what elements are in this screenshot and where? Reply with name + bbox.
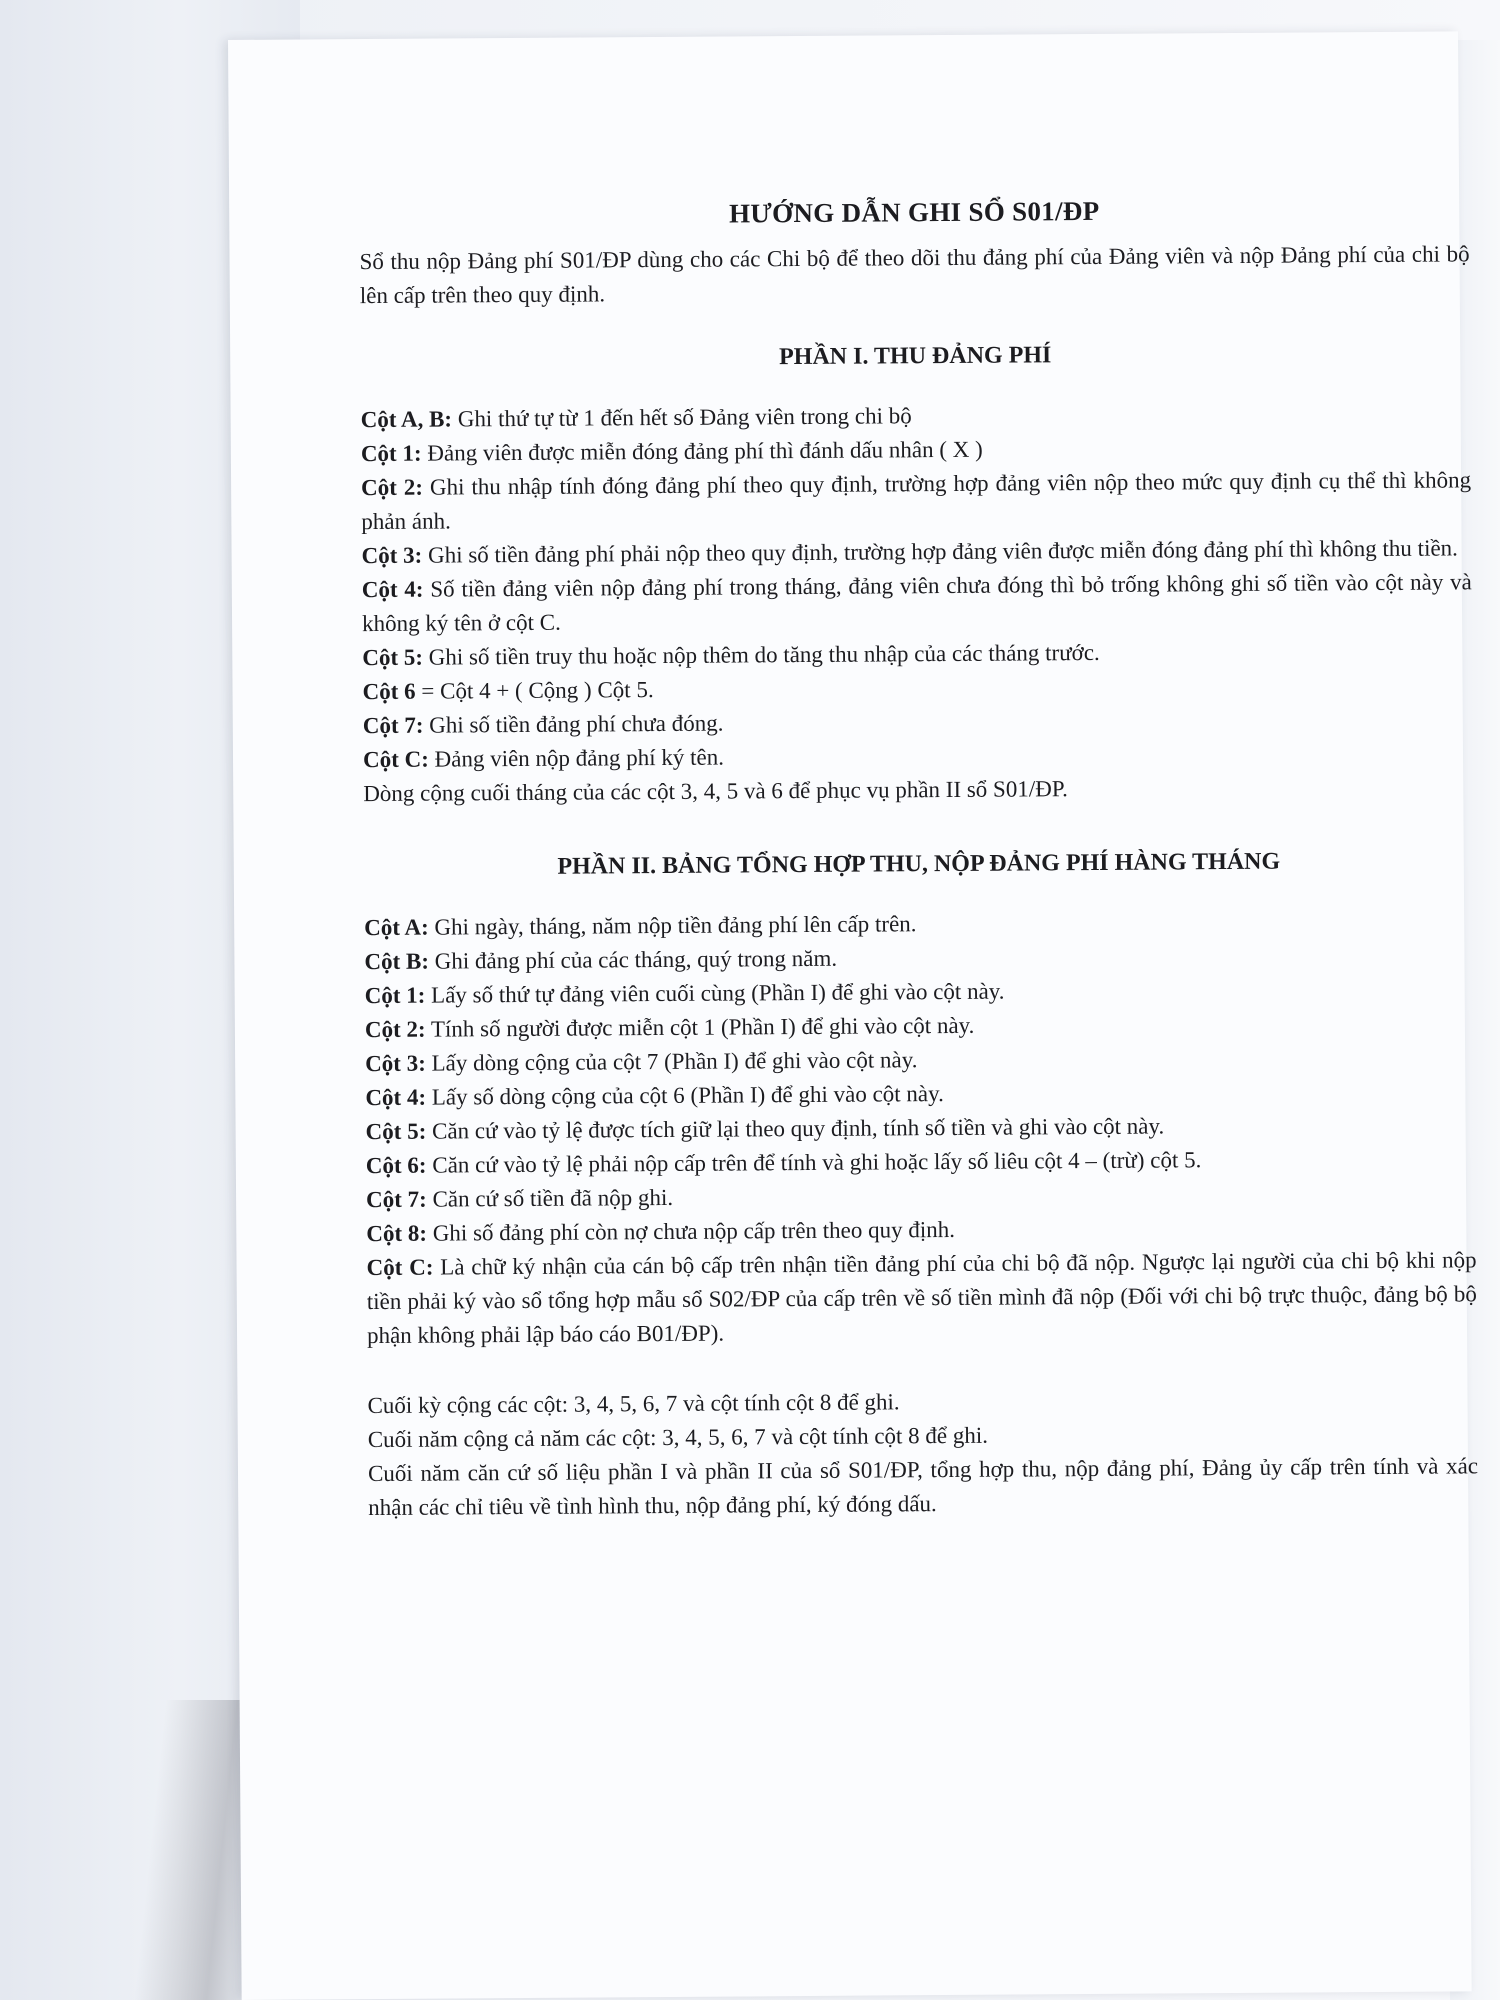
part1-item-text: Đảng viên nộp đảng phí ký tên. [428, 744, 725, 772]
document-page [228, 31, 1479, 2000]
part2-list [364, 903, 1477, 1353]
part1-item-text: Dòng cộng cuối tháng của các cột 3, 4, 5 và 6 để phục vụ phần II sổ S01/ĐP. [363, 776, 1068, 807]
part2-item-label: Cột B: [364, 948, 430, 975]
part2-item [366, 1243, 1477, 1353]
part2-item-label: Cột A: [364, 914, 429, 941]
part2-item-text: Ghi đảng phí của các tháng, quý trong năm. [428, 945, 838, 974]
part1-item-text: Ghi thu nhập tính đóng đảng phí theo quy định, trường hợp đảng viên nộp theo mức quy định cụ thể thì không phản ánh. [361, 467, 1472, 535]
part2-item-label: Cột 4: [365, 1084, 427, 1111]
part1-heading: PHẦN I. THU ĐẢNG PHÍ [779, 342, 1052, 371]
part2-item-label: Cột 8: [366, 1220, 428, 1247]
part2-item-label: Cột C: [366, 1254, 434, 1281]
part1-item-text: Số tiền đảng viên nộp đảng phí trong tháng, đảng viên chưa đóng thì bỏ trống không ghi số tiền vào cột này và không ký tên ở cột C. [361, 569, 1472, 637]
part1-item [361, 463, 1471, 539]
part2-heading: PHẦN II. BẢNG TỔNG HỢP THU, NỘP ĐẢNG PHÍ HÀNG THÁNG [557, 848, 1281, 880]
document-title: HƯỚNG DẪN GHI SỔ S01/ĐP [728, 195, 1100, 229]
part1-item-text: = Cột 4 + ( Cộng ) Cột 5. [415, 677, 654, 704]
part1-item-label: Cột C: [362, 746, 429, 773]
part1-item-label: Cột 1: [360, 440, 422, 467]
closing-notes [367, 1381, 1478, 1525]
part2-item-text: Tính số người được miễn cột 1 (Phần I) để ghi vào cột này. [425, 1012, 975, 1042]
part1-list [361, 395, 1474, 811]
part2-item-text: Căn cứ vào tỷ lệ được tích giữ lại theo quy định, tính số tiền và ghi vào cột này. [426, 1113, 1165, 1144]
part1-item-label: Cột 3: [361, 542, 423, 569]
part1-item-label: Cột 5: [362, 644, 424, 671]
closing-line: Cuối năm căn cứ số liệu phần I và phần II của sổ S01/ĐP, tổng hợp thu, nộp đảng phí, Đảng ủy cấp trên tính và xác nhận các chỉ tiêu về tình hình thu, nộp đảng phí, ký đóng dấu. [367, 1453, 1479, 1521]
document-content [359, 191, 1478, 1525]
part2-item-label: Cột 6: [365, 1152, 427, 1179]
closing-line: Cuối năm cộng cả năm các cột: 3, 4, 5, 6, 7 và cột tính cột 8 để ghi. [367, 1422, 989, 1453]
part2-item-label: Cột 7: [366, 1186, 427, 1213]
part1-item-label: Cột 6 [362, 678, 416, 705]
part1-item-label: Cột 7: [362, 712, 424, 739]
part2-item-text: Lấy số dòng cộng của cột 6 (Phần I) để ghi vào cột này. [425, 1081, 944, 1110]
part2-item-text: Căn cứ số tiền đã nộp ghi. [426, 1184, 674, 1212]
part2-item-text: Lấy số thứ tự đảng viên cuối cùng (Phần I) để ghi vào cột này. [425, 978, 1005, 1008]
closing-line: Cuối kỳ cộng các cột: 3, 4, 5, 6, 7 và cột tính cột 8 để ghi. [367, 1389, 900, 1419]
part1-item-label: Cột 4: [361, 576, 424, 603]
part2-item-label: Cột 2: [364, 1016, 426, 1043]
part2-item-text: Ghi số đảng phí còn nợ chưa nộp cấp trên theo quy định. [426, 1216, 956, 1246]
part1-item-label: Cột A, B: [360, 406, 453, 433]
part2-item-text: Là chữ ký nhận của cán bộ cấp trên nhận tiền đảng phí của chi bộ đã nộp. Ngược lại người của chi bộ khi nộp tiền phải ký vào sổ tổng hợp mẫu sổ S02/ĐP của cấp trên về số tiền mình đã nộp (Đối với chi bộ trực thuộc, đảng bộ bộ phận không phải lập báo cáo B01/ĐP). [366, 1247, 1477, 1349]
part2-item-label: Cột 5: [365, 1118, 427, 1145]
intro-paragraph: Sổ thu nộp Đảng phí S01/ĐP dùng cho các Chi bộ để theo dõi thu đảng phí của Đảng viên và nộp Đảng phí của chi bộ lên cấp trên theo quy định. [359, 241, 1470, 309]
part2-item-text: Ghi ngày, tháng, năm nộp tiền đảng phí lên cấp trên. [428, 911, 917, 940]
part1-item-text: Ghi số tiền đảng phí chưa đóng. [423, 710, 724, 738]
part1-item [362, 565, 1472, 641]
part1-item-text: Ghi số tiền đảng phí phải nộp theo quy định, trường hợp đảng viên được miễn đóng đảng phí thì không thu tiền. [422, 535, 1458, 568]
part2-item-text: Căn cứ vào tỷ lệ phải nộp cấp trên để tính và ghi hoặc lấy số liêu cột 4 – (trừ) cột 5. [426, 1147, 1202, 1178]
part1-item-text: Ghi số tiền truy thu hoặc nộp thêm do tăng thu nhập của các tháng trước. [422, 639, 1100, 670]
part2-item-label: Cột 1: [364, 982, 426, 1009]
part1-item-label: Cột 2: [361, 474, 424, 501]
part1-item-text: Đảng viên được miễn đóng đảng phí thì đánh dấu nhân ( X ) [421, 436, 983, 466]
part1-item-text: Ghi thứ tự từ 1 đến hết số Đảng viên trong chi bộ [451, 403, 912, 432]
part2-item-text: Lấy dòng cộng của cột 7 (Phần I) để ghi vào cột này. [425, 1047, 918, 1076]
part2-item-label: Cột 3: [365, 1050, 426, 1077]
